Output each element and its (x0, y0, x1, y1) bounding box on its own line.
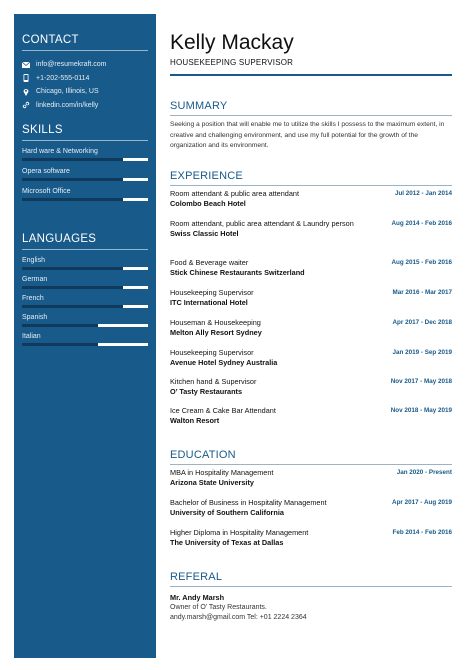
language-item (22, 275, 148, 289)
languages-section (14, 233, 156, 346)
experience-item (170, 377, 452, 397)
phone-icon (22, 74, 30, 82)
skill-label: Hard ware & Networking (22, 148, 98, 155)
contact-location (22, 85, 156, 99)
education-school: The University of Texas at Dallas (170, 538, 284, 547)
education-date: Jan 2020 - Present (396, 469, 452, 476)
language-bar (22, 286, 148, 289)
language-label: German (22, 276, 48, 283)
location-icon (22, 88, 30, 96)
languages-divider (22, 249, 148, 250)
mail-icon (22, 61, 30, 69)
skill-bar (22, 198, 148, 201)
experience-item (170, 189, 452, 209)
language-bar-fill (22, 343, 98, 346)
experience-role: Food & Beverage waiter (170, 258, 249, 267)
language-label: English (22, 257, 45, 264)
contact-divider (22, 50, 148, 51)
skill-item (22, 187, 148, 201)
experience-item (170, 406, 452, 426)
skills-divider (22, 140, 148, 141)
language-item (22, 256, 148, 270)
referal-heading: REFERAL (170, 571, 223, 583)
experience-role: Room attendant & public area attendant (170, 189, 299, 198)
experience-item (170, 288, 452, 308)
experience-org: Stick Chinese Restaurants Switzerland (170, 268, 305, 277)
experience-item (170, 348, 452, 368)
experience-date: Nov 2018 - May 2019 (390, 407, 452, 414)
experience-date: Mar 2016 - Mar 2017 (392, 289, 452, 296)
referal-contact[interactable]: andy.marsh@gmail.com Tel: +01 2224 2364 (170, 614, 307, 621)
skill-bar-fill (22, 178, 123, 181)
contact-heading: CONTACT (22, 34, 79, 46)
language-bar (22, 324, 148, 327)
language-item (22, 313, 148, 327)
language-label: Spanish (22, 314, 48, 321)
contact-section (14, 34, 156, 112)
experience-org: Avenue Hotel Sydney Australia (170, 358, 278, 367)
education-school: University of Southern California (170, 508, 284, 517)
education-school: Arizona State University (170, 478, 254, 487)
experience-role: Houseman & Housekeeping (170, 318, 261, 327)
skills-heading: SKILLS (22, 124, 63, 136)
skill-bar-fill (22, 198, 123, 201)
link-icon (22, 101, 30, 109)
experience-heading: EXPERIENCE (170, 170, 243, 182)
experience-role: Room attendant, public area attendant & Laundry person (170, 219, 354, 228)
skill-label: Microsoft Office (22, 188, 71, 195)
experience-date: Jul 2012 - Jan 2014 (394, 190, 452, 197)
education-item (170, 528, 452, 548)
experience-item (170, 219, 452, 239)
experience-org: Walton Resort (170, 416, 220, 425)
contact-phone[interactable] (22, 72, 156, 86)
language-bar-fill (22, 305, 123, 308)
experience-org: ITC International Hotel (170, 298, 248, 307)
referal-name: Mr. Andy Marsh (170, 593, 225, 602)
experience-item (170, 258, 452, 278)
summary-text: Seeking a position that will enable me to utilize the skills I possess to the maximum extent, in creative and challenging environment, and use my full potential for the growth of the organization and its environment. (170, 121, 445, 149)
language-item (22, 294, 148, 308)
language-bar-fill (22, 286, 123, 289)
skills-section (14, 124, 156, 201)
contact-phone-text: +1-202-555-0114 (36, 74, 90, 82)
skill-bar-fill (22, 158, 123, 161)
language-bar (22, 267, 148, 270)
summary-heading: SUMMARY (170, 100, 228, 112)
skill-bar (22, 158, 148, 161)
education-heading: EDUCATION (170, 449, 236, 461)
experience-item (170, 318, 452, 338)
experience-date: Aug 2015 - Feb 2016 (391, 259, 452, 266)
language-label: Italian (22, 333, 41, 340)
language-bar-fill (22, 324, 98, 327)
contact-location-text: Chicago, Illinois, US (36, 88, 99, 96)
experience-date: Aug 2014 - Feb 2016 (391, 220, 452, 227)
skill-bar (22, 178, 148, 181)
education-divider (170, 464, 452, 465)
language-label: French (22, 295, 44, 302)
experience-role: Housekeeping Supervisor (170, 288, 254, 297)
education-degree: Bachelor of Business in Hospitality Management (170, 498, 327, 507)
language-bar-fill (22, 267, 123, 270)
education-degree: MBA in Hospitality Management (170, 468, 274, 477)
contact-email[interactable] (22, 58, 156, 72)
experience-date: Apr 2017 - Dec 2018 (392, 319, 452, 326)
education-date: Apr 2017 - Aug 2019 (392, 499, 452, 506)
languages-heading: LANGUAGES (22, 233, 97, 245)
job-title: HOUSEKEEPING SUPERVISOR (170, 58, 294, 67)
referal-position: Owner of O’ Tasty Restaurants. (170, 604, 267, 611)
experience-org: Colombo Beach Hotel (170, 199, 246, 208)
language-bar (22, 305, 148, 308)
skill-item (22, 147, 148, 161)
summary-divider (170, 115, 452, 116)
experience-org: O’ Tasty Restaurants (170, 387, 243, 396)
language-item (22, 332, 148, 346)
experience-org: Melton Ally Resort Sydney (170, 328, 262, 337)
education-date: Feb 2014 - Feb 2016 (392, 529, 452, 536)
experience-role: Housekeeping Supervisor (170, 348, 254, 357)
education-degree: Higher Diploma in Hospitality Management (170, 528, 309, 537)
experience-divider (170, 185, 452, 186)
sidebar (14, 14, 156, 658)
candidate-name: Kelly Mackay (170, 31, 294, 54)
contact-linkedin[interactable] (22, 99, 156, 113)
contact-linkedin-text: linkedin.com/in/kelly (36, 101, 99, 109)
skill-item (22, 167, 148, 181)
contact-email-text: info@resumekraft.com (36, 61, 107, 69)
experience-date: Jan 2019 - Sep 2019 (392, 349, 452, 356)
experience-role: Kitchen hand & Supervisor (170, 377, 257, 386)
experience-org: Swiss Classic Hotel (170, 229, 239, 238)
referal-divider (170, 586, 452, 587)
education-item (170, 498, 452, 518)
header-rule (170, 74, 452, 76)
language-bar (22, 343, 148, 346)
education-item (170, 468, 452, 488)
skill-label: Opera software (22, 168, 70, 175)
experience-date: Nov 2017 - May 2018 (390, 378, 452, 385)
experience-role: Ice Cream & Cake Bar Attendant (170, 406, 276, 415)
